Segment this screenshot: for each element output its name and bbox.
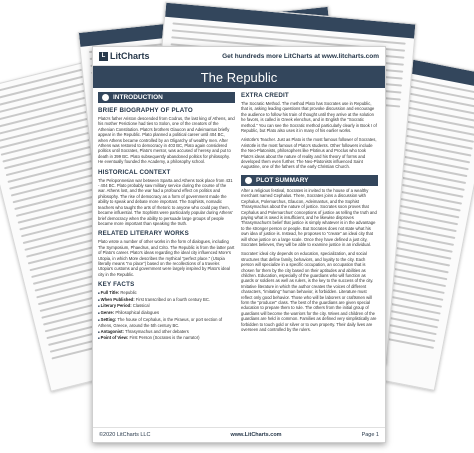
plot-summary-text-2: Socrates' ideal city depends on education, specialization, and social structures that define family, behaviors, and loyalty to the city. Each person will specialize in a specific occupation, an occupation that is chosen for them by the city based on their aptitudes and abilities as children. Education, especially of the guardians who will function as guards or soldiers as well as rulers, is the key to the success of the city. Imitative literature in which the author creates the voices of different characters, "imitating" human behavior, is forbidden. Literature must reflect only good behavior. Those who will be laborers or craftsmen will form the "producer" class. The best of the guardians are given special education to prepare them to rule. The others from the initial group of guardians will become the warriors for the city. Wives and children of the guardians are held in common. Families as defined very simplistically are forbidden to touch gold or silver or to own property. Their daily lives are overseen and controlled by the rulers. <box>241 251 377 333</box>
right-column <box>241 92 378 342</box>
extra-credit-text-2: Aristotle's Teacher. Just as Plato is the most famous follower of Socrates, Aristotle is the most famous of Plato's students. Other followers include the Neo-Platonists, philosophers like Plotinus and Proclus who took Plato's ideas about the nature of reality and his theory of forms and developed them even further. The Neo-Platonists influenced Saint Augustine, one of the fathers of the early Christian Church. <box>241 137 377 170</box>
heading-related-works: RELATED LITERARY WORKS <box>98 230 189 238</box>
key-fact-item: ■ Full Title: Republic <box>98 290 235 297</box>
key-fact-item: ■ Genre: Philosophical dialogues <box>98 310 235 317</box>
page-footer <box>93 427 385 442</box>
key-facts-list <box>98 290 235 342</box>
biography-text: Plato's father Ariston descended from Codrus, the last king of Athens, and his mother Perictione had ties to Solon, one of the creators of the Athenian Constitution. Plato's brothers Glaucon and Adeimantus briefly appear in the Republic. Plato planned a political career until 404 BC, when Athens became controlled by an Oligarchy of wealthy men. After Athens was restored to democracy in 403 BC, Plato again considered politics until Socrates, Plato's mentor, was accused of heresy and put to death in 399 BC. Plato subsequently abandoned politics for philosophy. He eventually founded the Academy, a philosophy school. <box>98 116 235 165</box>
heading-biography: BRIEF BIOGRAPHY OF PLATO <box>98 107 193 114</box>
heading-extra-credit: EXTRA CREDIT <box>241 92 289 99</box>
extra-credit-text-1: The Socratic Method. The method Plato has Socrates use in Republic, that is, asking leading questions that provoke discussion and encourage the audience to follow his train of thought until they arrive at the solution he favors, is called in Greek elenchus, and in English the "Socratic method." You can see the Socratic method particularly clearly in Book I of Republic, but Plato also uses it in many of his earlier works. <box>241 101 377 134</box>
header-tagline: Get hundreds more LitCharts at www.litcharts.com <box>222 52 379 60</box>
page-header <box>93 47 385 66</box>
key-fact-item: ■ When Published: First transcribed on a fourth century BC. <box>98 297 235 304</box>
key-fact-item: ■ Setting: The house of Cephalus, in the Piraeus, or port section of Athens, Greece, around the 5th century BC. <box>98 317 235 329</box>
left-column <box>98 92 235 342</box>
historical-context-text: The Peloponnesian war between Sparta and Athens took place from 431 - 404 BC. Plato probably saw military service during the course of the war. Athens lost, and the war had a profound effect on politics and philosophy. The rise of democracy as a form of government made the ability to speak and debate more important. The Sophists, nomadic teachers who taught the arts of rhetoric to anyone who could pay them, became influential. The Sophists were particularly popular during Athens' brief democracy when the ability to persuade large groups of people became more important than speaking the truth. <box>98 177 233 226</box>
brand-name: LitCharts <box>110 51 150 61</box>
section-label: PLOT SUMMARY <box>256 176 309 184</box>
section-label: INTRODUCTION <box>113 94 163 101</box>
front-page <box>92 46 386 443</box>
section-plot-summary <box>241 175 378 186</box>
page-title: The Republic <box>93 66 385 88</box>
copyright: ©2020 LitCharts LLC <box>99 432 151 438</box>
page-number: Page 1 <box>361 432 379 438</box>
plot-summary-icon <box>245 177 252 184</box>
plot-summary-text-1: After a religious festival, Socrates is invited to the house of a wealthy merchant named Cephalus. There, Socrates joins a discussion with Cephalus, Polemarchus, Glaucon, Adeimantus, and the Sophist Thrasymachus about the nature of justice. Socrates soon proves that Cephalus and Polemarchus' conceptions of justice as telling the truth and paying what is owed is insufficient, and he likewise disproves Thrasymachus's belief that justice is simply whatever is in the advantage to the stronger person or people. But Socrates does not state what his own idea of justice is. Instead, he proposes to "create" an ideal city that will show justice on a large scale. Once they have defined a just city, Socrates believes, they will be able to examine justice in an individual. <box>241 187 377 247</box>
heading-historical-context: HISTORICAL CONTEXT <box>98 168 171 176</box>
key-fact-item: ■ Point of View: First Person (Socrates is the narrator) <box>98 335 235 342</box>
section-introduction <box>98 92 235 103</box>
litcharts-logo <box>99 51 150 61</box>
key-fact-item: ■ Literary Period: Classical <box>98 303 235 310</box>
related-works-text: Plato wrote a number of other works in the form of dialogues, including The Symposium, Phaedrus, and Crito. The Republic is from the latter part of Plato's career. Plato's ideas regarding the ideal city influenced More's Utopia, in which More describes the mythical "perfect place." (Utopia literally means "no place") based on the recollections of a traveler. Utopia's customs and government were largely inspired by Plato's ideal city in the Republic. <box>98 239 235 277</box>
footer-site-link[interactable]: www.LitCharts.com <box>230 432 282 438</box>
heading-key-facts: KEY FACTS <box>98 281 135 289</box>
key-fact-item: ■ Antagonist: Thrasymachus and other debaters <box>98 329 235 336</box>
litcharts-logo-icon: L <box>99 52 108 61</box>
introduction-icon <box>102 94 109 101</box>
